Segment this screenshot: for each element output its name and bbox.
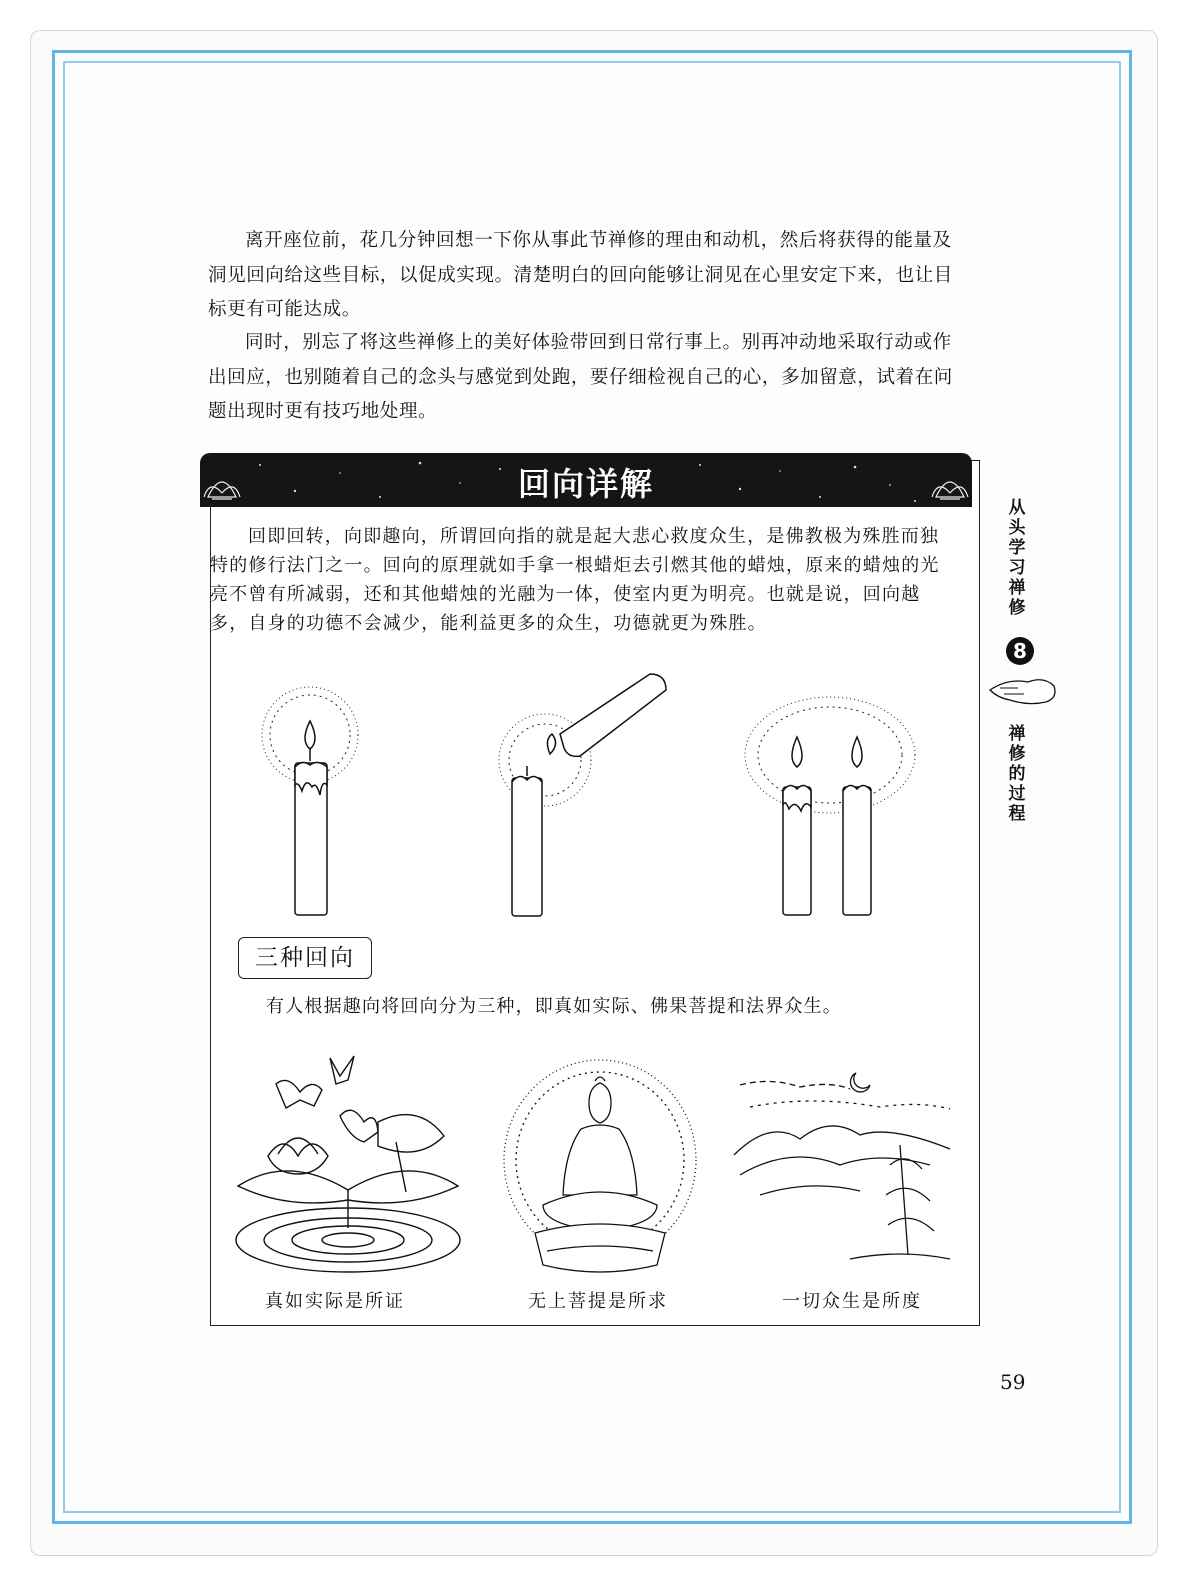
ground-line (850, 1254, 950, 1259)
box-paragraph: 回即回转，向即趣向，所谓回向指的就是起大悲心救度众生，是佛教极为殊胜而独特的修行法门之一。回向的原理就如手拿一根蜡炬去引燃其他的蜡烛，原来的蜡烛的光亮不曾有所减弱，还和其他蜡烛的光融为一体，使室内更为明亮。也就是说，回向越多，自身的功德不会减少，能利益更多的众生，功德就更为殊胜。 (210, 526, 940, 634)
box-title: 回向详解 (517, 465, 654, 503)
cloud-icon (740, 1081, 850, 1089)
light-rays-icon (745, 697, 915, 813)
lit-taper-icon (560, 674, 666, 756)
butterfly-icon (276, 1056, 378, 1142)
series-title-vertical: 从头学习禅修 (1008, 498, 1026, 618)
candle-illustration-pair (735, 675, 925, 920)
moon-icon (850, 1073, 870, 1092)
chapter-number-badge: 8 (1006, 637, 1034, 665)
water-ripples-icon (236, 1208, 460, 1272)
landscape-illustration (730, 1055, 960, 1285)
lotus-flower-icon (238, 1115, 458, 1228)
box-banner (200, 453, 972, 507)
page-number: 59 (1000, 1370, 1026, 1394)
caption-all-beings: 一切众生是所度 (782, 1291, 922, 1312)
hand-icon (988, 668, 1060, 708)
flame-icon (547, 734, 555, 754)
flame-icon (792, 737, 802, 767)
body-paragraph-1: 离开座位前，花几分钟回想一下你从事此节禅修的理由和动机，然后将获得的能量及洞见回向给这些目标，以促成实现。清楚明白的回向能够让洞见在心里安定下来，也让目标更有可能达成。 (208, 230, 953, 320)
caption-supreme-bodhi: 无上菩提是所求 (528, 1291, 668, 1312)
caption-true-reality: 真如实际是所证 (265, 1291, 405, 1312)
candle-illustration-lighting (470, 660, 680, 920)
flame-icon (305, 721, 315, 749)
candle-illustration-single (250, 655, 370, 920)
body-paragraph-2: 同时，别忘了将这些禅修上的美好体验带回到日常行事上。别再冲动地采取行动或作出回应，也别随着自己的念头与感觉到处跑，要仔细检视自己的心，多加留意，试着在问题出现时更有技巧地处理。 (208, 332, 953, 422)
subheading-three-dedications: 三种回向 (238, 937, 372, 979)
mountains-icon (734, 1126, 950, 1195)
buddha-illustration (495, 1055, 705, 1285)
flame-icon (852, 737, 862, 767)
buddha-figure-icon (535, 1077, 665, 1272)
tree-icon (886, 1145, 934, 1255)
chapter-title-vertical: 禅修的过程 (1008, 724, 1026, 824)
three-dedications-intro: 有人根据趣向将回向分为三种，即真如实际、佛果菩提和法界众生。 (266, 996, 842, 1017)
lotus-butterfly-illustration (228, 1050, 473, 1280)
